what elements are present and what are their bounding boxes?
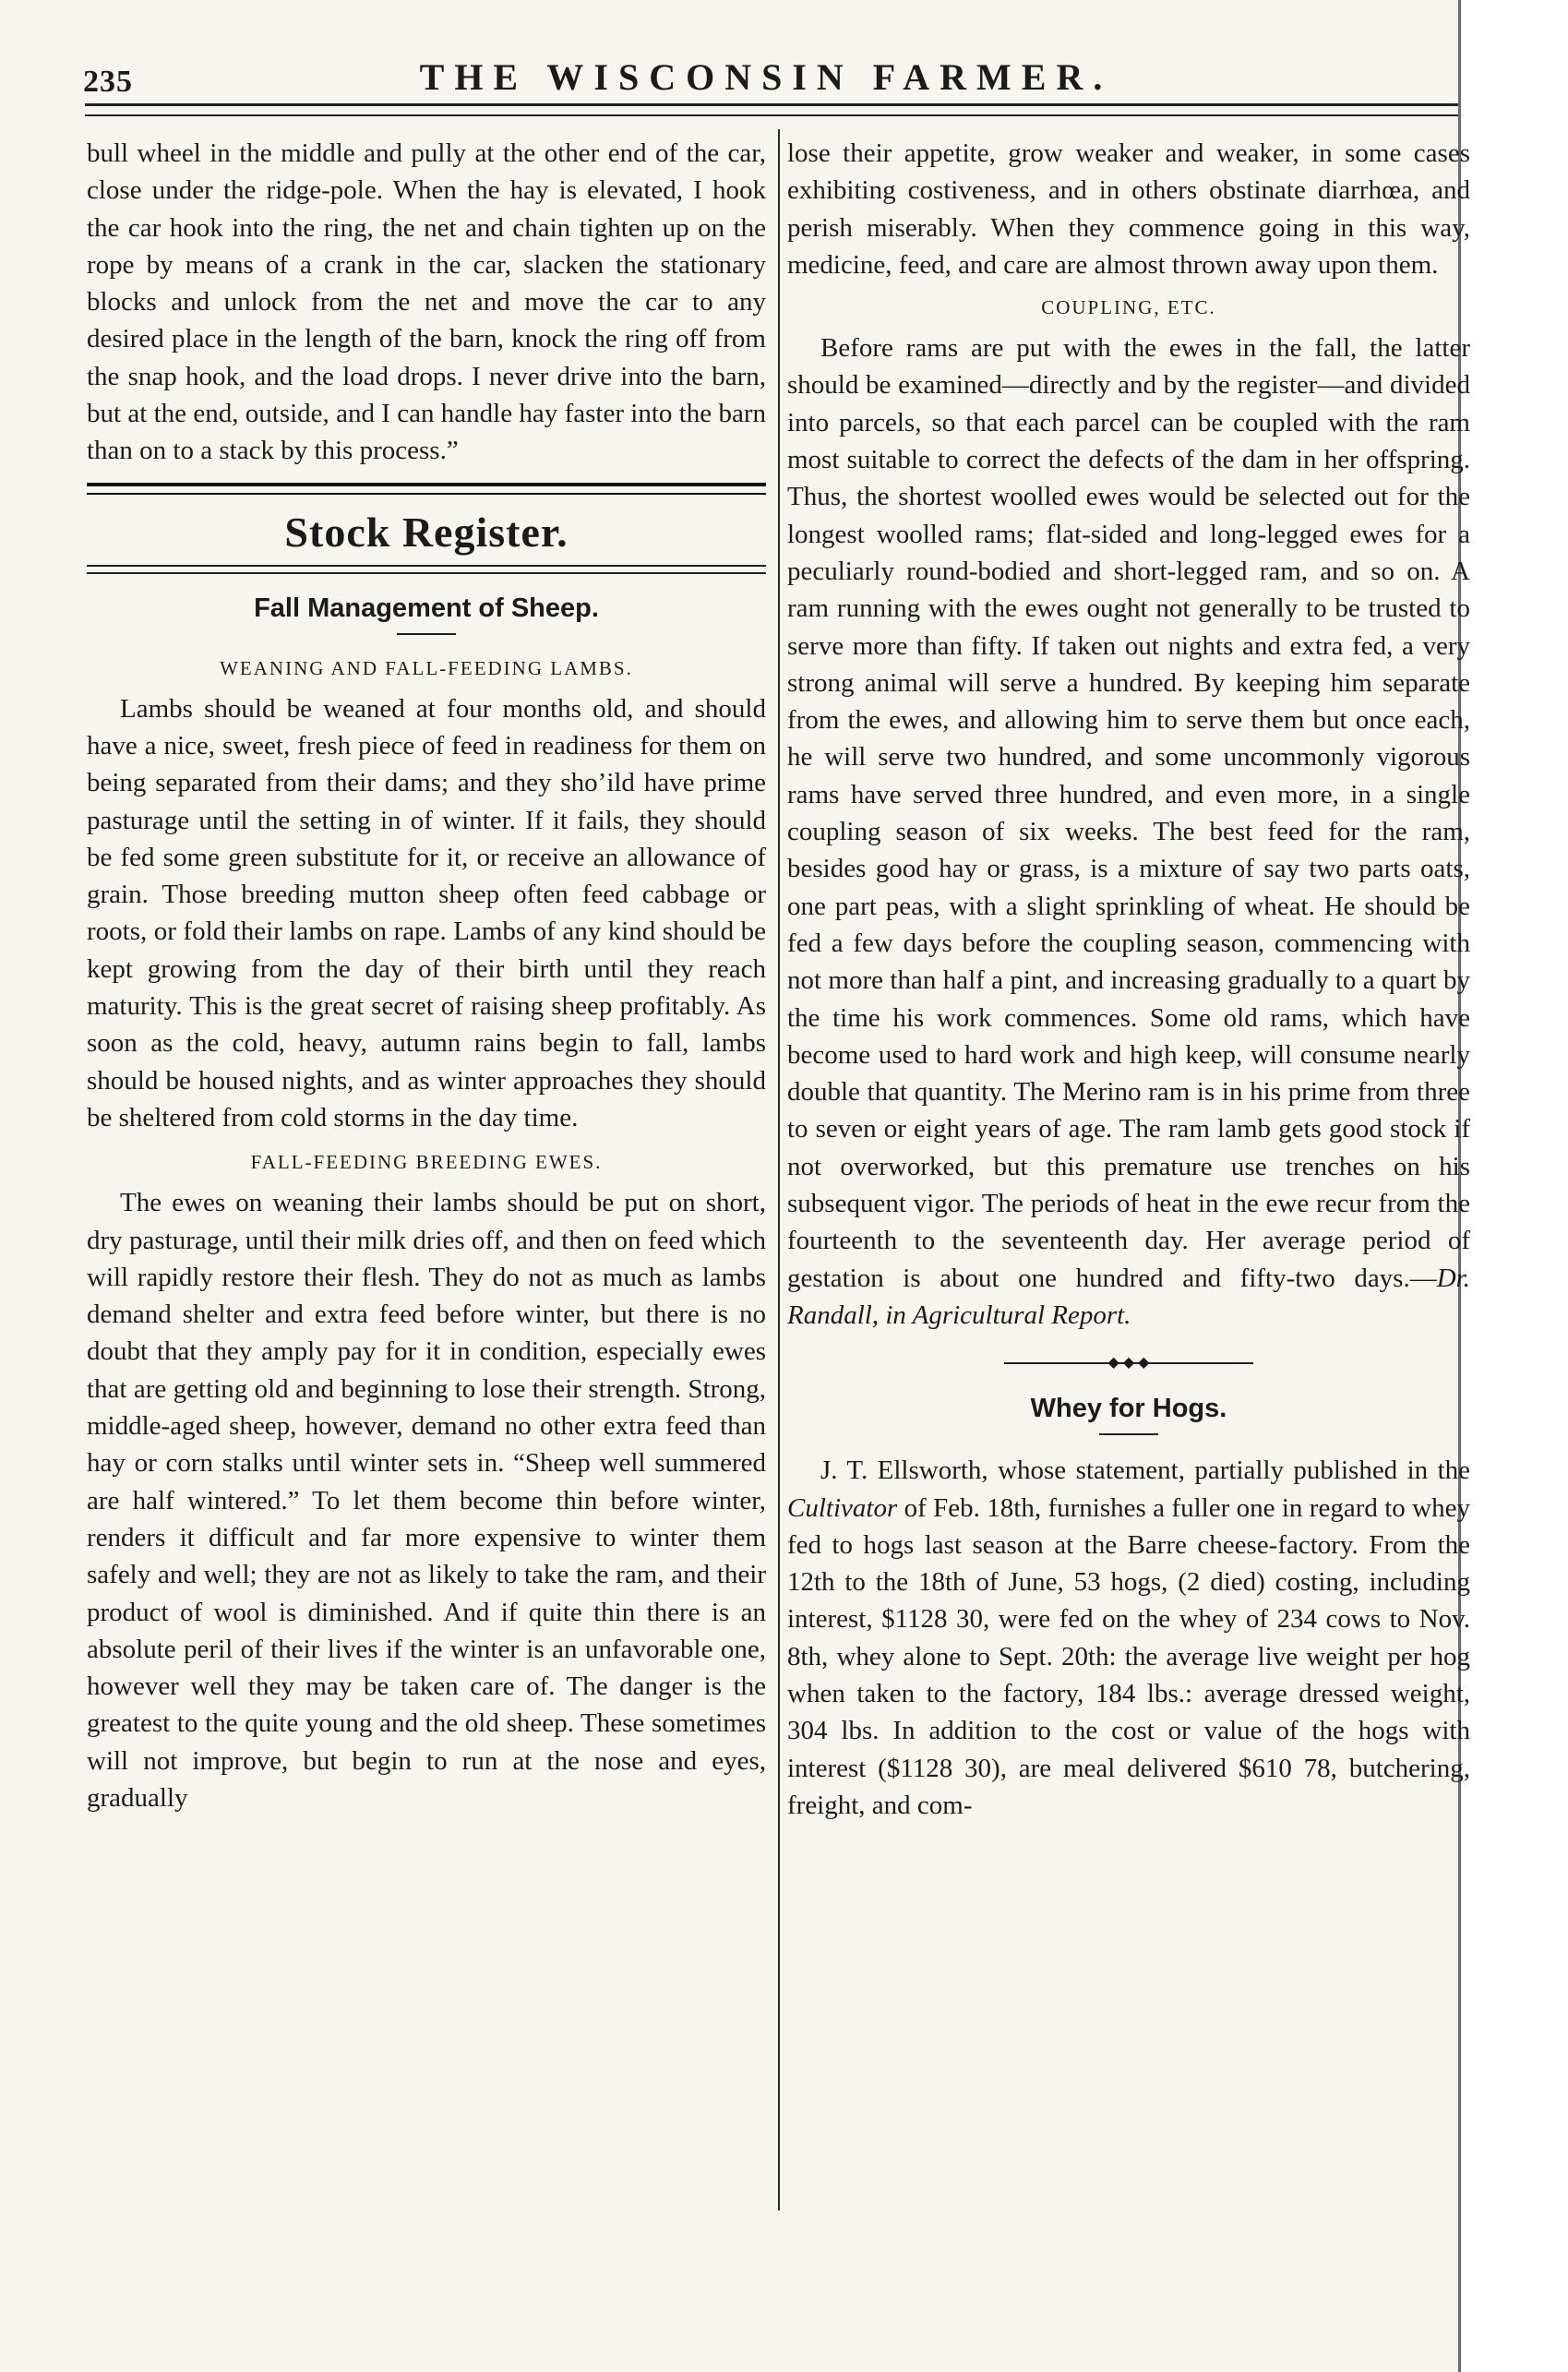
- header-rule: [85, 103, 1458, 116]
- attribution: Dr. Randall, in Agricultural Report.: [787, 1263, 1470, 1330]
- column-divider: [778, 129, 780, 2210]
- page-margin: [1462, 0, 1568, 2372]
- paragraph-ewes: The ewes on weaning their lambs should be put on short, dry pasturage, until their milk dries off, and then on feed which will rapidly restore their flesh. They do not as much as lambs demand shelter and extra feed before winter, but there is no doubt that they amply pay for it in condition, especially ewes that are getting old and beginning to lose their strength. Strong, middle-aged sheep, however, demand no other extra feed than hay or corn stalks until winter sets in. “Sheep well summered are half wintered.” To let them become thin before winter, renders it difficult and far more expensive to winter them safely and well; they are not as likely to take the ram, and their product of wool is diminished. And if quite thin there is an absolute peril of their lives if the winter is an unfavorable one, however well they may be taken care of. The danger is the greatest to the quite young and the old sheep. These sometimes will not improve, but begin to run at the nose and eyes, gradually: [87, 1188, 766, 1813]
- left-column: [87, 135, 766, 1816]
- running-title: THE WISCONSIN FARMER.: [419, 56, 1113, 98]
- hay-article-continuation: bull wheel in the middle and pully at the other end of the car, close under the ridge-pole. When the hay is elevated, I hook the car hook into the ring, the net and chain tighten up on the rope by means of a crank in the car, slacken the stationary blocks and unlock from the net and move the car to any desired place in the length of the barn, knock the ring off from the snap hook, and the load drops. I never drive into the barn, but at the end, outside, and I can handle hay faster into the barn than on to a stack by this process.”: [87, 138, 766, 466]
- title-rule-whey: [1099, 1433, 1158, 1435]
- department-rule: [87, 565, 766, 574]
- paragraph-weaning: Lambs should be weaned at four months old, and should have a nice, sweet, fresh piece of feed in readiness for them on being separated from their dams; and they sho’ild have prime pasturage until the setting in of winter. If it fails, they should be fed some green substitute for it, or receive an allowance of grain. Those breeding mutton sheep often feed cabbage or roots, or fold their lambs on rape. Lambs of any kind should be kept growing from the day of their birth until they reach maturity. This is the great secret of raising sheep profitably. As soon as the cold, heavy, autumn rains begin to fall, lambs should be housed nights, and as winter approaches they should be sheltered from cold storms in the day time.: [87, 693, 766, 1132]
- paragraph-whey: [787, 1452, 1470, 1824]
- subheading-ewes: FALL-FEEDING BREEDING EWES.: [250, 1151, 603, 1174]
- article-title: Fall Management of Sheep.: [254, 593, 599, 623]
- article-title-whey: Whey for Hogs.: [1030, 1394, 1227, 1424]
- coupling-text: Before rams are put with the ewes in the fall, the latter should be examined—directly and by the register—and divided into parcels, so that each parcel can be coupled with the ram most suitable to correct the defects of the dam in her offspring. Thus, the shortest woolled ewes would be selected out for the longest woolled rams; flat-sided and long-legged ewes for a peculiarly round-bodied and short-legged ram, and so on. A ram running with the ewes ought not generally to be trusted to serve more than fifty. If taken out nights and extra fed, a very strong animal will serve a hundred. By keeping him separate from the ewes, and allowing him to serve them but once each, he will serve two hundred, and some uncommonly vigorous rams have served three hundred, and even more, in a single coupling season of six weeks. The best feed for the ram, besides good hay or grass, is a mixture of say two parts oats, one part peas, with a slight sprinkling of wheat. He should be fed a few days before the coupling season, commencing with not more than half a pint, and increasing gradually to a quart by the time his work commences. Some old rams, which have become used to hard work and high keep, will consume nearly double that quantity. The Merino ram is in his prime from three to seven or eight years of age. The ram lamb gets good stock if not overworked, but this premature use trenches on his subsequent vigor. The periods of heat in the ewe recur from the fourteenth to the seventeenth day. Her average period of gestation is about one hundred and fifty-two days.—: [787, 333, 1470, 1293]
- whey-text-end: of Feb. 18th, furnishes a fuller one in regard to whey fed to hogs last season at the Barre cheese-factory. From the 12th to the 18th of June, 53 hogs, (2 died) costing, including interest, $1128 30, were fed on the whey of 234 cows to Nov. 8th, whey alone to Sept. 20th: the average live weight per hog when taken to the factory, 184 lbs.: average dressed weight, 304 lbs. In addition to the cost or value of the hogs with interest ($1128 30), are meal delivered $610 78, butchering, freight, and com-: [787, 1492, 1470, 1820]
- sheep-article-continuation: lose their appetite, grow weaker and weaker, in some cases exhibiting costiveness, and in others obstinate diarrhœa, and perish miserably. When they commence going in this way, medicine, feed, and care are almost thrown away upon them.: [787, 138, 1470, 280]
- department-title: Stock Register.: [284, 508, 569, 556]
- page-number: 235: [83, 65, 133, 99]
- ornament-diamonds: ◆ ◆ ◆: [1107, 1355, 1150, 1372]
- right-column: [787, 135, 1470, 1824]
- ornament-divider: [1004, 1354, 1253, 1372]
- publication-name: Cultivator: [787, 1492, 898, 1523]
- subheading-coupling: COUPLING, ETC.: [1041, 296, 1216, 319]
- section-rule: [87, 483, 766, 495]
- subheading-weaning: WEANING AND FALL-FEEDING LAMBS.: [220, 656, 633, 679]
- whey-text-start: J. T. Ellsworth, whose statement, partially published in the: [820, 1456, 1470, 1486]
- paragraph-coupling: [787, 329, 1470, 1334]
- title-rule: [397, 633, 456, 635]
